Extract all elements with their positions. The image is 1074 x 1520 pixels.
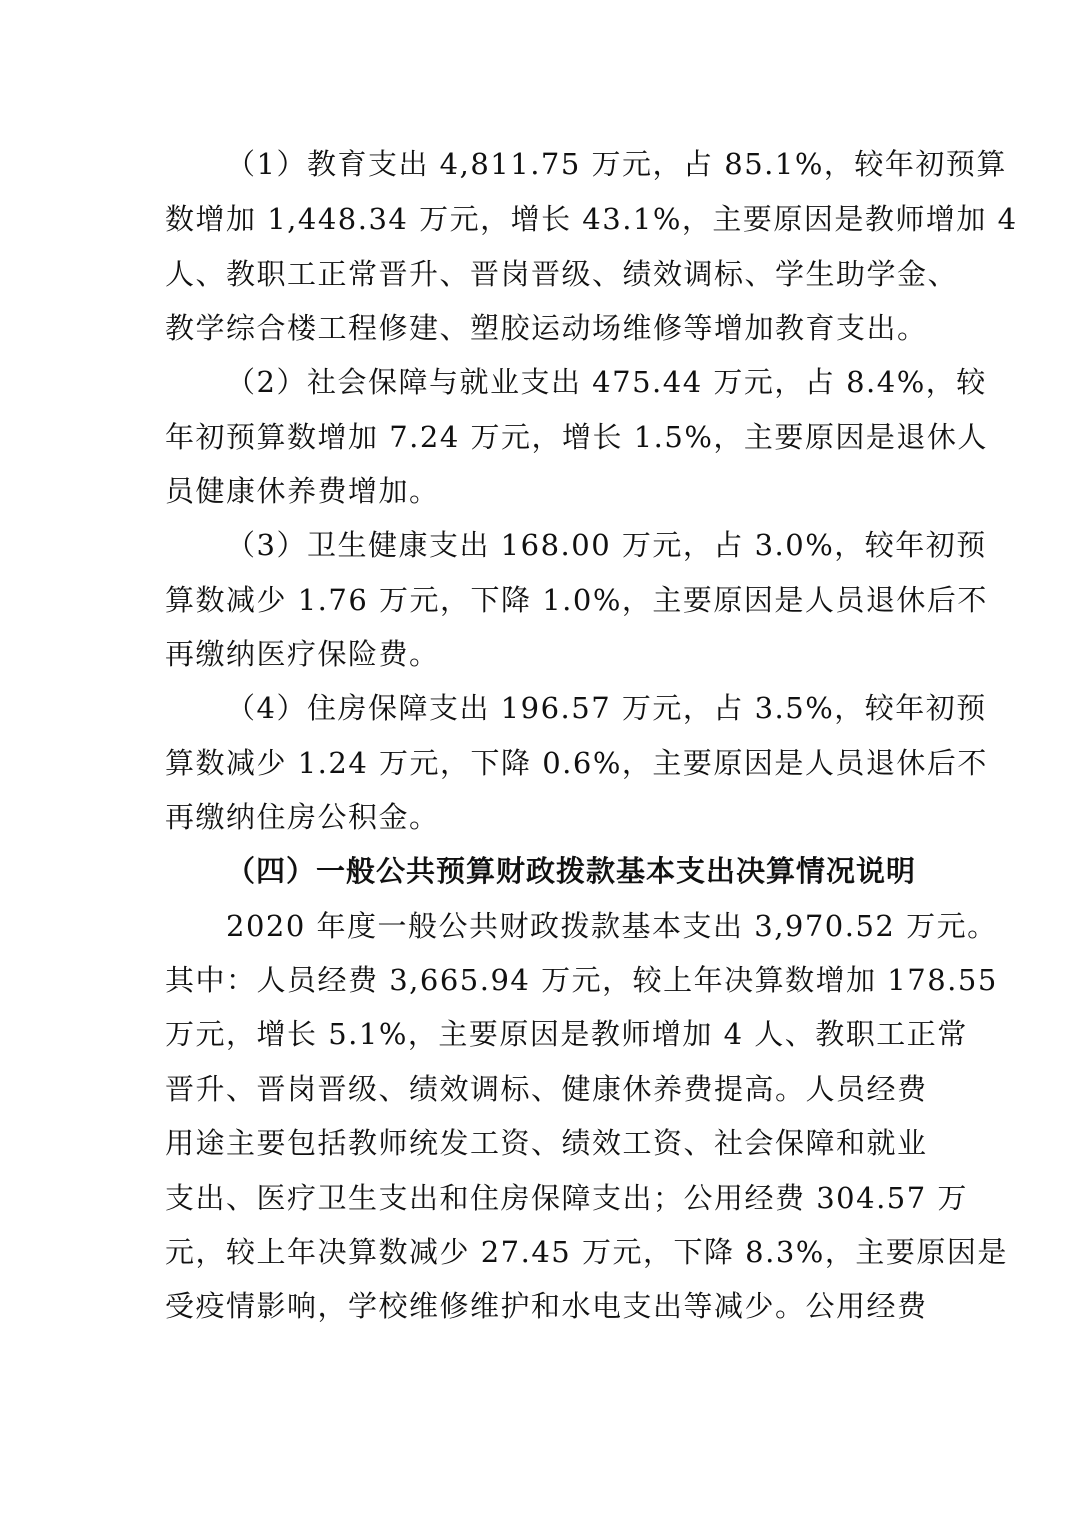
- paragraph-basic-expense-line-8: 受疫情影响，学校维修维护和水电支出等减少。公用经费: [165, 1289, 928, 1323]
- paragraph-health-line-3: 再缴纳医疗保险费。: [165, 637, 440, 671]
- paragraph-basic-expense-line-7: 元，较上年决算数减少 27.45 万元，下降 8.3%，主要原因是: [165, 1235, 1008, 1269]
- paragraph-social-security-line-3: 员健康休养费增加。: [165, 474, 440, 508]
- paragraph-housing-line-2: 算数减少 1.24 万元，下降 0.6%，主要原因是人员退休后不: [165, 746, 988, 780]
- paragraph-basic-expense-line-2: 其中：人员经费 3,665.94 万元，较上年决算数增加 178.55: [165, 963, 998, 997]
- paragraph-basic-expense-line-6: 支出、医疗卫生支出和住房保障支出；公用经费 304.57 万: [165, 1181, 968, 1215]
- paragraph-basic-expense-line-4: 晋升、晋岗晋级、绩效调标、健康休养费提高。人员经费: [165, 1072, 928, 1106]
- paragraph-education-line-3: 人、教职工正常晋升、晋岗晋级、绩效调标、学生助学金、: [165, 257, 959, 291]
- paragraph-health-line-2: 算数减少 1.76 万元，下降 1.0%，主要原因是人员退休后不: [165, 583, 988, 617]
- paragraph-health-line-1: （3）卫生健康支出 168.00 万元，占 3.0%，较年初预: [226, 528, 987, 562]
- paragraph-social-security-line-1: （2）社会保障与就业支出 475.44 万元，占 8.4%，较: [226, 365, 987, 399]
- paragraph-basic-expense-line-5: 用途主要包括教师统发工资、绩效工资、社会保障和就业: [165, 1126, 928, 1160]
- paragraph-housing-line-3: 再缴纳住房公积金。: [165, 800, 440, 834]
- section-heading: （四）一般公共预算财政拨款基本支出决算情况说明: [226, 854, 917, 888]
- paragraph-social-security-line-2: 年初预算数增加 7.24 万元，增长 1.5%，主要原因是退休人: [165, 420, 988, 454]
- paragraph-education-line-4: 教学综合楼工程修建、塑胶运动场维修等增加教育支出。: [165, 311, 928, 345]
- paragraph-education-line-1: （1）教育支出 4,811.75 万元，占 85.1%，较年初预算: [226, 147, 1007, 181]
- paragraph-basic-expense-line-1: 2020 年度一般公共财政拨款基本支出 3,970.52 万元。: [226, 909, 998, 943]
- paragraph-education-line-2: 数增加 1,448.34 万元，增长 43.1%，主要原因是教师增加 4: [165, 202, 1018, 236]
- paragraph-housing-line-1: （4）住房保障支出 196.57 万元，占 3.5%，较年初预: [226, 691, 987, 725]
- paragraph-basic-expense-line-3: 万元，增长 5.1%，主要原因是教师增加 4 人、教职工正常: [165, 1017, 968, 1051]
